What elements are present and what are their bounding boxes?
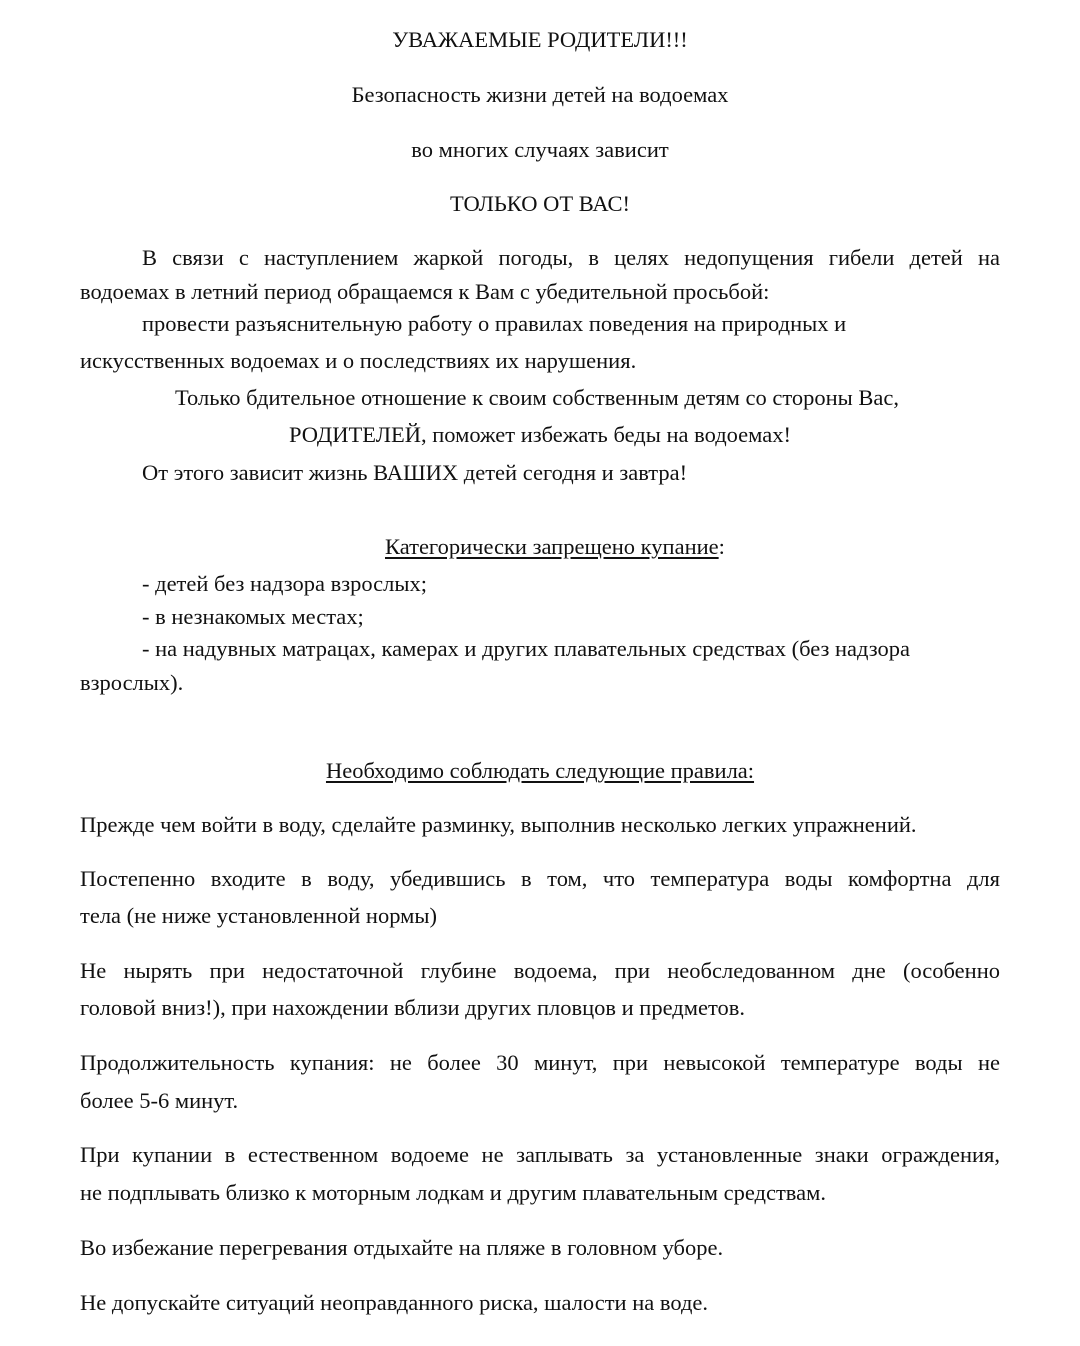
page-title: УВАЖАЕМЫЕ РОДИТЕЛИ!!! — [392, 27, 688, 52]
prohibited-heading-colon: : — [718, 534, 725, 559]
subtitle-line-1: Безопасность жизни детей на водоемах — [351, 82, 729, 107]
rule-2-line-1: Постепенно входите в воду, убедившись в том, что температура воды комфортна для — [80, 866, 1000, 891]
rule-7: Не допускайте ситуаций неоправданного риска, шалости на воде. — [80, 1290, 709, 1315]
rule-4-line-2: более 5-6 минут. — [80, 1088, 239, 1113]
subtitle-line-2: во многих случаях зависит — [411, 137, 669, 162]
prohibited-item-3-line-1: - на надувных матрацах, камерах и других плавательных средствах (без надзора — [142, 636, 911, 661]
intro-paragraph-3-line-1: Только бдительное отношение к своим собственным детям со стороны Вас, — [175, 385, 900, 410]
rule-3-line-1: Не нырять при недостаточной глубине водоема, при необследованном дне (особенно — [80, 958, 1000, 983]
prohibited-item-2: - в незнакомых местах; — [142, 604, 364, 629]
intro-paragraph-2-line-1: провести разъяснительную работу о правилах поведения на природных и — [142, 311, 847, 336]
intro-paragraph-1-line-1: В связи с наступлением жаркой погоды, в целях недопущения гибели детей на — [142, 245, 1000, 270]
rule-2-line-2: тела (не ниже установленной нормы) — [80, 903, 437, 928]
intro-paragraph-4: От этого зависит жизнь ВАШИХ детей сегодня и завтра! — [142, 460, 688, 485]
rule-4-line-1: Продолжительность купания: не более 30 минут, при невысокой температуре воды не — [80, 1050, 1000, 1075]
intro-paragraph-3-line-2: РОДИТЕЛЕЙ, поможет избежать беды на водоемах! — [289, 422, 791, 447]
prohibited-heading-text: Категорически запрещено купание — [385, 534, 719, 559]
prohibited-item-3-line-2: взрослых). — [80, 670, 184, 695]
rule-6: Во избежание перегревания отдыхайте на пляже в головном уборе. — [80, 1235, 724, 1260]
subtitle-line-3: ТОЛЬКО ОТ ВАС! — [450, 191, 630, 216]
intro-paragraph-2-line-2: искусственных водоемах и о последствиях их нарушения. — [80, 348, 637, 373]
rule-5-line-1: При купании в естественном водоеме не заплывать за установленные знаки ограждения, — [80, 1142, 1000, 1167]
rule-3-line-2: головой вниз!), при нахождении вблизи других пловцов и предметов. — [80, 995, 745, 1020]
prohibited-item-1: - детей без надзора взрослых; — [142, 571, 427, 596]
rule-5-line-2: не подплывать близко к моторным лодкам и другим плавательным средствам. — [80, 1180, 826, 1205]
prohibited-heading — [385, 536, 725, 559]
rule-1: Прежде чем войти в воду, сделайте разминку, выполнив несколько легких упражнений. — [80, 812, 917, 837]
intro-paragraph-1-line-2: водоемах в летний период обращаемся к Вам с убедительной просьбой: — [80, 279, 770, 304]
rules-heading: Необходимо соблюдать следующие правила: — [325, 758, 755, 783]
